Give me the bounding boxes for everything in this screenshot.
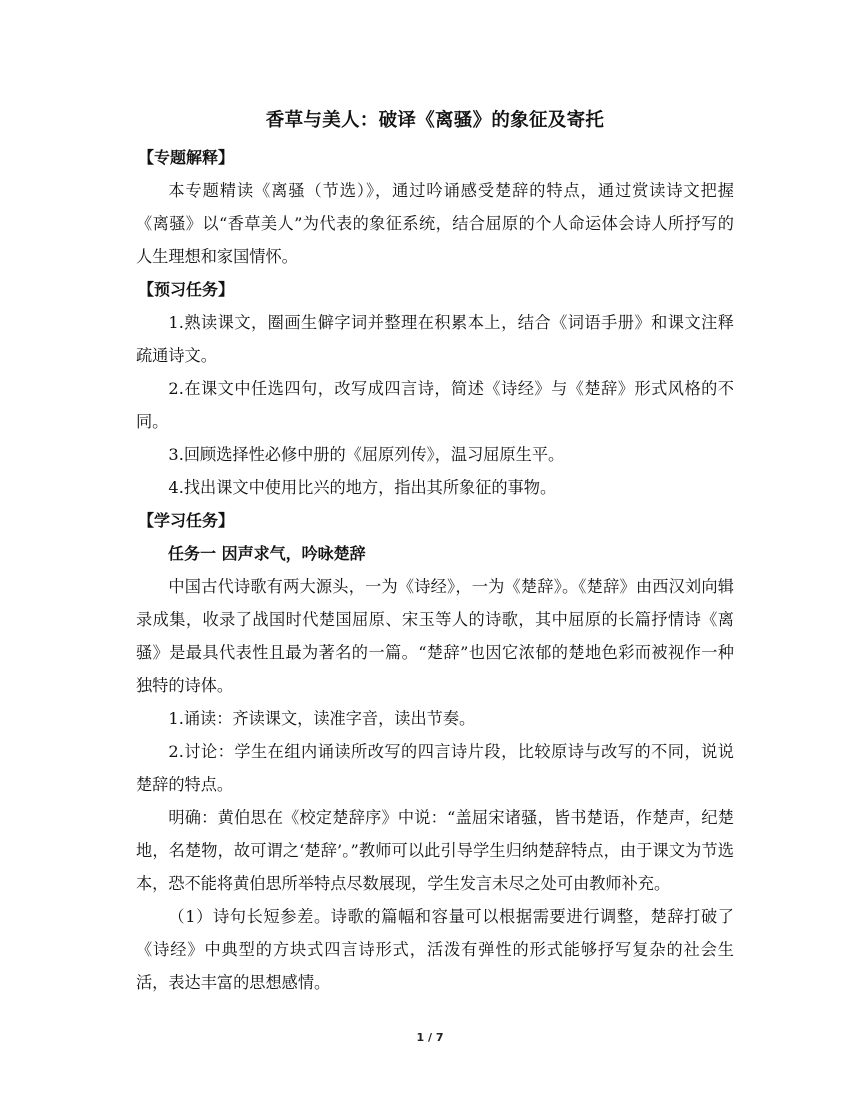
preview-item-2: 2.在课文中任选四句，改写成四言诗，简述《诗经》与《楚辞》形式风格的不同。 xyxy=(136,379,734,431)
explanation-paragraph: 本专题精读《离骚（节选）》，通过吟诵感受楚辞的特点，通过赏读诗文把握《离骚》以“香草美人”为代表的象征系统，结合屈原的个人命运体会诗人所抒写的人生理想和家国情怀。 xyxy=(136,181,734,266)
preview-item-1: 1.熟读课文，圈画生僻字词并整理在积累本上，结合《词语手册》和课文注释疏通诗文。 xyxy=(136,313,734,365)
section-heading-preview: 【预习任务】 xyxy=(138,280,235,299)
preview-item-3: 3.回顾选择性必修中册的《屈原列传》，温习屈原生平。 xyxy=(168,445,565,464)
learning-paragraph-recite: 1.诵读：齐读课文，读准字音，读出节奏。 xyxy=(168,709,476,728)
learning-paragraph-point-1: （1）诗句长短参差。诗歌的篇幅和容量可以根据需要进行调整，楚辞打破了《诗经》中典型的方块式四言诗形式，活泼有弹性的形式能够抒写复杂的社会生活，表达丰富的思想感情。 xyxy=(136,907,734,992)
task1-title: 任务一 因声求气，吟咏楚辞 xyxy=(168,544,366,563)
document-title: 香草与美人：破译《离骚》的象征及寄托 xyxy=(265,110,605,131)
page-number: 1 / 7 xyxy=(416,1031,444,1044)
learning-paragraph-intro: 中国古代诗歌有两大源头，一为《诗经》，一为《楚辞》。《楚辞》由西汉刘向辑录成集，收录了战国时代楚国屈原、宋玉等人的诗歌，其中屈原的长篇抒情诗《离骚》是最具代表性且最为著名的一篇。“楚辞”也因它浓郁的楚地色彩而被视作一种独特的诗体。 xyxy=(136,577,734,695)
document-body xyxy=(136,104,734,999)
learning-paragraph-discuss: 2.讨论：学生在组内诵读所改写的四言诗片段，比较原诗与改写的不同，说说楚辞的特点。 xyxy=(136,742,734,794)
preview-item-4: 4.找出课文中使用比兴的地方，指出其所象征的事物。 xyxy=(168,478,557,497)
section-heading-learning: 【学习任务】 xyxy=(138,511,235,530)
section-heading-explanation: 【专题解释】 xyxy=(138,148,235,167)
learning-paragraph-clarify: 明确：黄伯思在《校定楚辞序》中说：“盖屈宋诸骚，皆书楚语，作楚声，纪楚地，名楚物，故可谓之‘楚辞’。”教师可以此引导学生归纳楚辞特点，由于课文为节选本，恐不能将黄伯思所举特点尽数展现，学生发言未尽之处可由教师补充。 xyxy=(136,808,734,893)
